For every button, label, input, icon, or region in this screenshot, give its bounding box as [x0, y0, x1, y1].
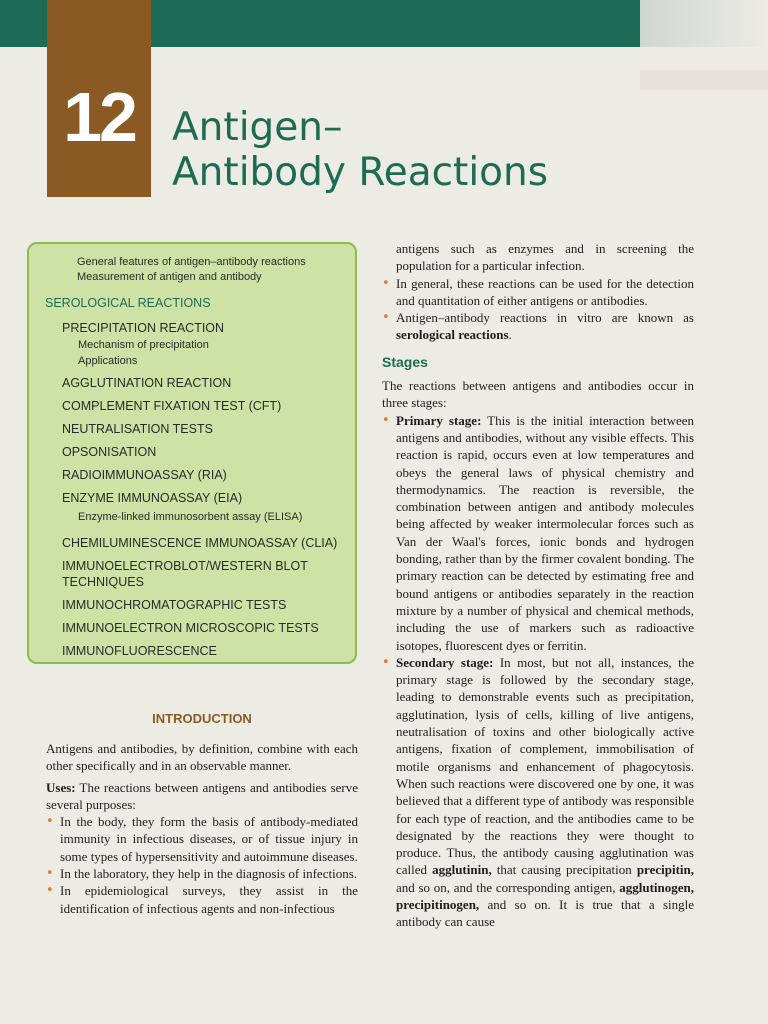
left-column: [46, 740, 358, 917]
bleed-through-area: [640, 70, 768, 90]
toc-item: Mechanism of precipitation: [78, 339, 209, 351]
bullet-icon: •: [46, 814, 54, 830]
toc-item: General features of antigen–antibody reactions: [77, 256, 306, 268]
uses-text: The reactions between antigens and antibodies serve several purposes:: [46, 779, 358, 812]
toc-item: Enzyme-linked immunosorbent assay (ELISA): [78, 511, 303, 523]
secondary-stage-label: Secondary stage:: [396, 654, 494, 670]
chapter-title-line2: Antibody Reactions: [172, 150, 549, 195]
right-column: [382, 240, 694, 931]
bullet-icon: •: [382, 310, 390, 326]
serological-term: serological reactions: [396, 327, 509, 343]
toc-item: IMMUNOCHROMATOGRAPHIC TESTS: [62, 598, 287, 612]
uses-paragraph: [46, 779, 358, 814]
list-item: • In epidemiological surveys, they assist in the identification of infectious agents and non-infectious: [46, 883, 358, 916]
primary-stage-label: Primary stage:: [396, 412, 482, 428]
toc-item: IMMUNOELECTROBLOT/WESTERN BLOT: [62, 559, 308, 573]
bullet-icon: •: [382, 654, 390, 670]
toc-item: PRECIPITATION REACTION: [62, 321, 225, 335]
toc-item: IMMUNOELECTRON MICROSCOPIC TESTS: [62, 621, 319, 635]
toc-item: NEUTRALISATION TESTS: [62, 422, 213, 436]
toc-item: Measurement of antigen and antibody: [77, 271, 262, 283]
stages-heading: Stages: [382, 353, 428, 370]
toc-item: SEROLOGICAL REACTIONS: [45, 296, 211, 310]
chapter-title: [172, 105, 548, 195]
chapter-contents-box: [27, 242, 357, 664]
stages-intro: The reactions between antigens and antibodies occur in three stages:: [382, 378, 694, 411]
list-item: • In the body, they form the basis of antibody-mediated immunity in infectious diseases, or of tissue injury in some types of hypersensitivity and autoimmune diseases.: [46, 814, 358, 864]
chapter-title-line1: Antigen–: [172, 105, 343, 150]
list-item: • Antigen–antibody reactions in vitro are known as serological reactions.: [382, 310, 694, 343]
toc-item: IMMUNOFLUORESCENCE: [62, 644, 217, 658]
toc-item: Applications: [78, 355, 138, 367]
uses-label: Uses:: [46, 779, 76, 795]
chapter-number-block: [47, 0, 151, 197]
toc-item: RADIOIMMUNOASSAY (RIA): [62, 468, 227, 482]
toc-item: COMPLEMENT FIXATION TEST (CFT): [62, 399, 282, 413]
introduction-heading: INTRODUCTION: [152, 711, 252, 726]
bullet-icon: •: [46, 883, 54, 899]
list-item: • In the laboratory, they help in the diagnosis of infections.: [46, 866, 358, 882]
bullet-icon: •: [382, 275, 390, 291]
toc-item: CHEMILUMINESCENCE IMMUNOASSAY (CLIA): [62, 536, 338, 550]
intro-paragraph: Antigens and antibodies, by definition, combine with each other specifically and in an observable manner.: [46, 741, 358, 774]
bullet-icon: •: [46, 866, 54, 882]
continued-text: antigens such as enzymes and in screening the population for a particular infection.: [396, 241, 694, 274]
toc-item: ENZYME IMMUNOASSAY (EIA): [62, 491, 243, 505]
chapter-number: 12: [63, 78, 135, 156]
secondary-stage-item: • Secondary stage: In most, but not all, instances, the primary stage is followed by the secondary stage, leading to demonstrable events such as precipitation, agglutination, lysis of cells, killing of live antigens, neutralisation of toxins and other biologically active antigens, fixation of complement, immobilisation of motile organisms and enhancement of phagocytosis. When such reactions were discovered one by one, it was believed that a different type of antibody was responsible for each type of reaction, and the antibodies came to be designated by the reactions they were thought to produce. Thus, the antibody causing agglutination was called agglutinin, that causing precipitation precipitin, and so on, and the corresponding antigen, agglutinogen, precipitinogen, and so on. It is true that a single antibody can cause: [382, 654, 694, 930]
bullet-icon: •: [382, 412, 390, 428]
header-band-fade: [640, 0, 768, 47]
toc-item: OPSONISATION: [62, 445, 157, 459]
primary-stage-item: • Primary stage: This is the initial interaction between antigens and antibodies, without any visible effects. This reaction is rapid, occurs even at low temperatures and obeys the general laws of physical chemistry and thermodynamics. The reaction is reversible, the combination between antigen and antibody molecules being affected by weaker intermolecular forces such as Van der Waal's forces, ionic bonds and hydrogen bonding, rather than by the firmer covalent bonding. The primary reaction can be detected by estimating free and bound antigens or antibodies separately in the reaction mixture by a number of physical and chemical methods, including the use of markers such as radioactive isotopes, fluorescent dyes or ferritin.: [382, 412, 694, 653]
toc-item: TECHNIQUES: [62, 575, 144, 589]
toc-item: AGGLUTINATION REACTION: [62, 376, 232, 390]
list-item: • In general, these reactions can be used for the detection and quantitation of either antigens or antibodies.: [382, 275, 694, 308]
